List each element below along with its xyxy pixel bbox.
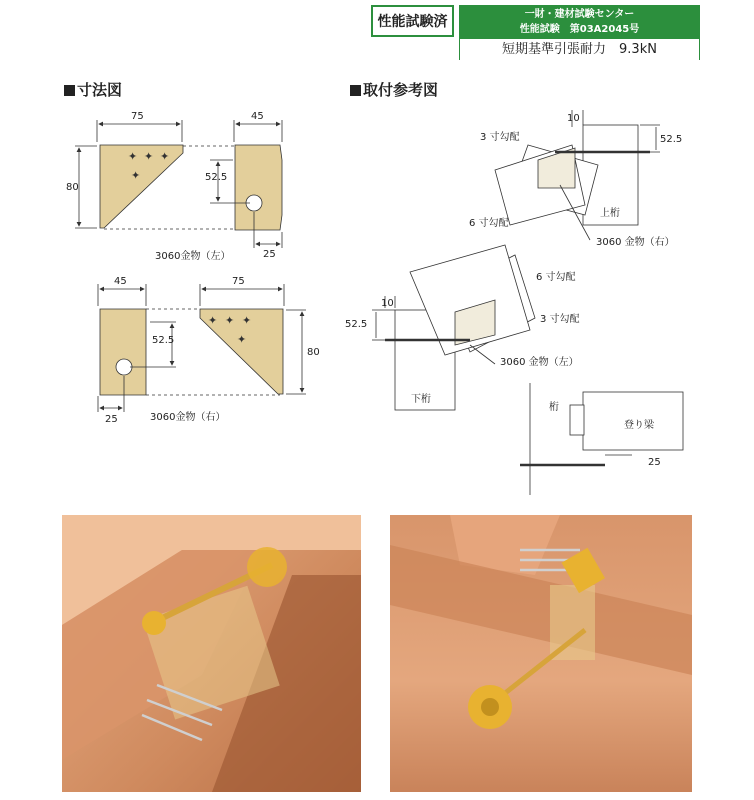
lower-pitch-6: 6 寸勾配 (536, 272, 576, 283)
dim-80-right: 80 (307, 347, 320, 358)
svg-text:✦: ✦ (131, 169, 141, 182)
photo-right-illustration (390, 515, 692, 792)
dim-25-bottom: 25 (105, 414, 118, 425)
side-beam-label: 桁 (549, 402, 559, 413)
svg-text:✦: ✦ (237, 333, 247, 346)
dim-45-top: 45 (251, 111, 264, 122)
certificate-org: 一財・建材試験センター (524, 9, 635, 20)
dim-25-top: 25 (263, 249, 276, 260)
lower-beam-label: 下桁 (411, 394, 431, 405)
photo-left (62, 515, 361, 792)
svg-text:✦: ✦ (144, 150, 154, 163)
dim-75-bottom: 75 (232, 276, 245, 287)
upper-beam-label: 上桁 (600, 208, 620, 219)
certificate-number: 性能試験 第03A2045号 (519, 24, 640, 35)
svg-text:✦: ✦ (225, 314, 235, 327)
svg-text:✦: ✦ (160, 150, 170, 163)
upper-pitch-3: 3 寸勾配 (480, 132, 520, 143)
mounting-heading: 取付参考図 (350, 79, 438, 100)
photo-right (390, 515, 692, 792)
svg-text:✦: ✦ (242, 314, 252, 327)
upper-dim-52-5: 52.5 (660, 134, 683, 145)
lower-hardware-label: 3060 金物（左） (500, 357, 579, 368)
side-dim-25: 25 (648, 457, 661, 468)
photo-left-illustration (62, 515, 361, 792)
lower-pitch-3: 3 寸勾配 (540, 314, 580, 325)
dim-80-left: 80 (66, 182, 79, 193)
lower-dim-10: 10 (381, 298, 394, 309)
svg-text:✦: ✦ (208, 314, 218, 327)
lower-dim-52-5: 52.5 (345, 319, 368, 330)
upper-dim-10: 10 (567, 113, 580, 124)
dim-52-5-bottom: 52.5 (152, 335, 175, 346)
caption-left: 3060金物（左） (155, 251, 231, 262)
badge-label: 性能試験済 (377, 14, 448, 30)
dimensions-heading: 寸法図 (64, 79, 122, 100)
upper-pitch-6: 6 寸勾配 (469, 218, 509, 229)
svg-text:✦: ✦ (128, 150, 138, 163)
dim-45-bottom: 45 (114, 276, 127, 287)
dim-52-5-top: 52.5 (205, 172, 228, 183)
certificate-strength: 短期基準引張耐力 9.3kN (460, 39, 699, 61)
upper-hardware-label: 3060 金物（右） (596, 237, 675, 248)
dim-75-top: 75 (131, 111, 144, 122)
rafter-label: 登り梁 (624, 420, 654, 431)
caption-right: 3060金物（右） (150, 412, 226, 423)
